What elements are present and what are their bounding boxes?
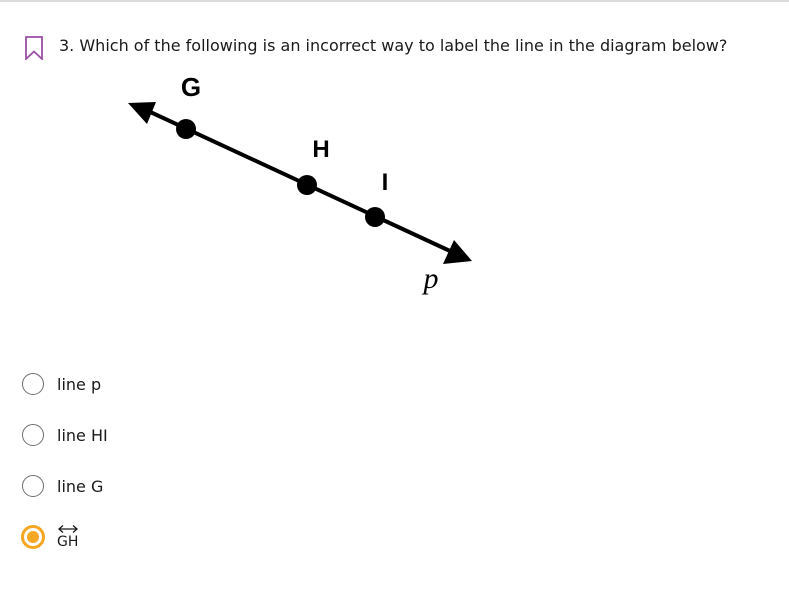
option-label: line G [57,476,104,496]
option-line-p[interactable] [22,370,322,398]
radio-button-icon[interactable] [22,424,44,446]
line-gh-notation [57,526,78,549]
radio-button-selected-icon[interactable] [22,526,44,548]
line-p-label: p [423,262,439,295]
radio-button-icon[interactable] [22,475,44,497]
double-arrow-icon [57,524,79,534]
point-g-label: G [180,72,202,102]
point-i [365,207,385,227]
point-h [297,175,317,195]
point-h-label: H [312,136,330,163]
point-g [176,119,196,139]
option-label: GH [57,533,79,550]
radio-button-icon[interactable] [22,373,44,395]
option-line-g[interactable] [22,472,322,500]
question-prompt: Which of the following is an incorrect way to label the line in the diagram below? [79,36,728,55]
right-arrowhead [443,240,472,264]
option-label: line HI [57,425,108,445]
option-line-gh[interactable] [22,523,322,551]
option-label: line p [57,374,102,394]
option-line-hi[interactable] [22,421,322,449]
point-i-label: I [381,169,389,196]
question-number: 3. [59,36,75,55]
